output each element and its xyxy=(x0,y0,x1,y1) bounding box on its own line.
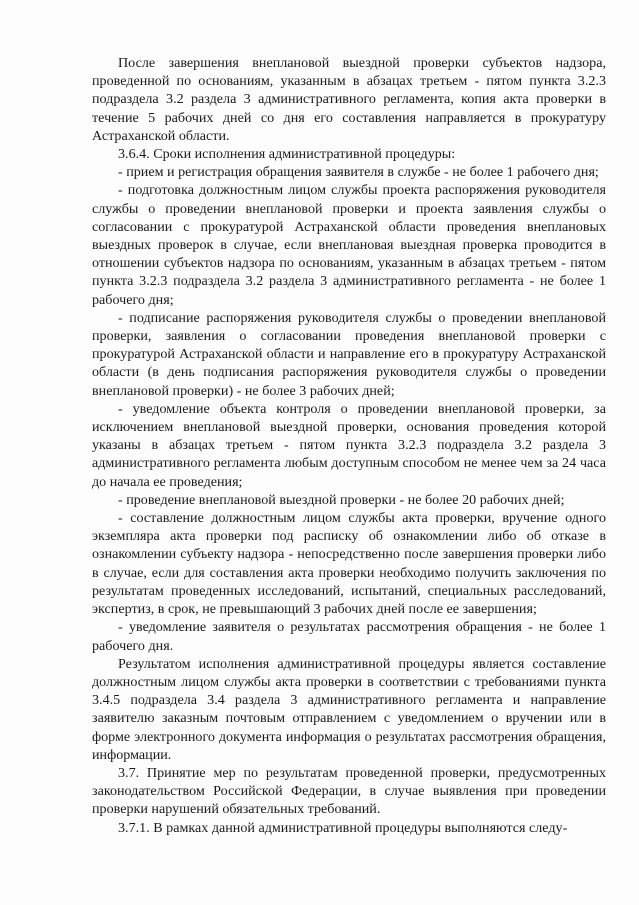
paragraph-result: Результатом исполнения административной процедуры является составление должностным лицом службы акта проверки в соответствии с требованиями пункта 3.4.5 подраздела 3.4 раздела 3 административного регламента и направление заявителю заказным почтовым отправлением с уведомлением о вручении или в форме электронного документа информация о результатах рассмотрения обращения, информации. xyxy=(92,655,606,763)
document-body xyxy=(92,54,606,837)
paragraph-item-notification: - уведомление объекта контроля о проведении внеплановой проверки, за исключением внеплановой выездной проверки, основания проведения которой указаны в абзацах третьем - пятом пункта 3.2.3 подраздела 3.2 раздела 3 административного регламента любым доступным способом не менее чем за 24 часа до начала ее проведения; xyxy=(92,400,606,490)
paragraph-item-applicant-notice: - уведомление заявителя о результатах рассмотрения обращения - не более 1 рабочего дня. xyxy=(92,619,606,654)
paragraph-post-inspection-copy: После завершения внеплановой выездной проверки субъектов надзора, проведенной по основаниям, указанным в абзацах третьем - пятом пункта 3.2.3 подраздела 3.2 раздела 3 административного регламента, копия акта проверки в течение 5 рабочих дней со дня его составления направляется в прокуратуру Астраханской области. xyxy=(92,55,606,144)
paragraph-item-registration: - прием и регистрация обращения заявителя в службе - не более 1 рабочего дня; xyxy=(118,164,599,181)
paragraph-item-signing: - подписание распоряжения руководителя службы о проведении внеплановой проверки, заявления о согласовании проведения внеплановой проверки с прокуратурой Астраханской области и направление его в прокуратуру Астраханской области (в день подписания распоряжения руководителя службы о проведении внеплановой проверки) - не более 3 рабочих дней; xyxy=(92,309,606,399)
paragraph-3-6-4-heading: 3.6.4. Сроки исполнения административной процедуры: xyxy=(118,146,456,163)
paragraph-item-conducting: - проведение внеплановой выездной проверки - не более 20 рабочих дней; xyxy=(118,491,565,508)
paragraph-item-act: - составление должностным лицом службы акта проверки, вручение одного экземпляра акта проверки под расписку об ознакомлении либо об отказе в ознакомлении субъекту надзора - непосредственно после завершения проверки либо в случае, если для составления акта проверки необходимо получить заключения по результатам проведенных исследований, испытаний, специальных расследований, экспертиз, в срок, не превышающий 3 рабочих дней после ее завершения; xyxy=(92,510,606,618)
paragraph-3-7-heading: 3.7. Принятие мер по результатам проведенной проверки, предусмотренных законодательством Российской Федерации, в случае выявления при проведении проверки нарушений обязательных требований. xyxy=(92,764,606,818)
paragraph-3-7-1: 3.7.1. В рамках данной административной процедуры выполняются следу- xyxy=(118,819,568,836)
paragraph-item-preparation: - подготовка должностным лицом службы проекта распоряжения руководителя службы о проведении внеплановой проверки и проекта заявления службы о согласовании с прокуратурой Астраханской области проведения внеплановых выездных проверок в случае, если внеплановая выездная проверка проводится в отношении субъектов надзора по основаниям, указанным в абзацах третьем - пятом пункта 3.2.3 подраздела 3.2 раздела 3 административного регламента - не более 1 рабочего дня; xyxy=(92,182,606,308)
